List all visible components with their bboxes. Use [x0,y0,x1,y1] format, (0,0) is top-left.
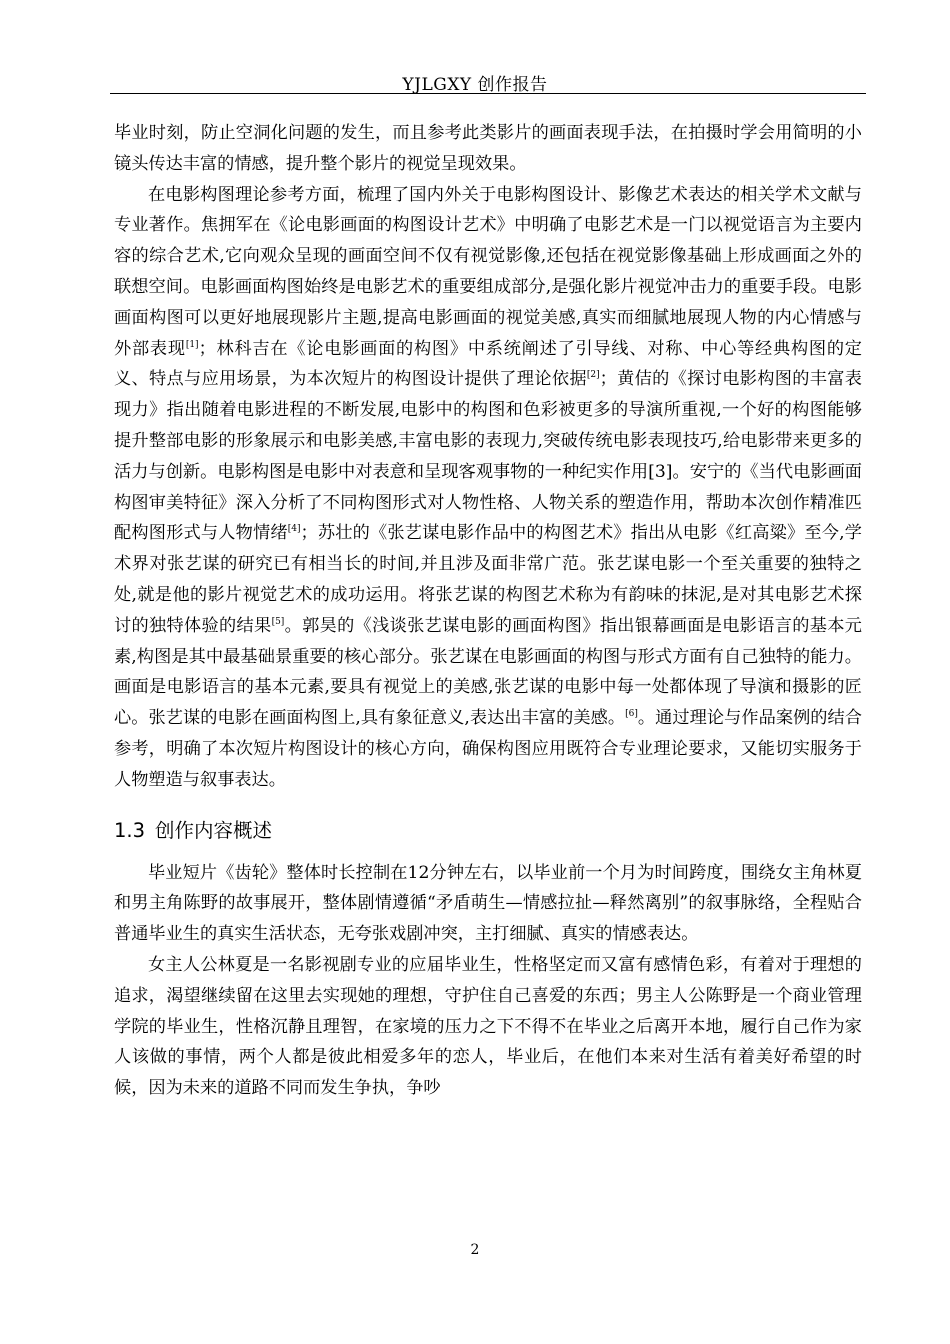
document-body [114,118,862,1104]
citation-5: [5] [271,616,285,627]
paragraph-2-text-c: ；黄佶的《探讨电影构图的丰富表现力》指出随着电影进程的不断发展,电影中的构图和色彩被更多的导演所重视,一个好的构图能够提升整部电影的形象展示和电影美感,丰富电影的表现力,突破传统电影表现技巧,给电影带来更多的活力与创新。电影构图是电影中对表意和呈现客观事物的一种纪实作用[3]。安宁的《当代电影画面构图审美特征》深入分析了不同构图形式对人物性格、人物关系的塑造作用，帮助本次创作精准匹配构图形式与人物情绪 [114,369,862,544]
citation-4: [4] [287,524,301,535]
citation-2: [2] [586,370,600,381]
paragraph-4: 女主人公林夏是一名影视剧专业的应届毕业生，性格坚定而又富有感情色彩，有着对于理想的追求，渴望继续留在这里去实现她的理想，守护住自己喜爱的东西；男主人公陈野是一个商业管理学院的毕业生，性格沉静且理智，在家境的压力之下不得不在毕业之后离开本地，履行自己作为家人该做的事情，两个人都是彼此相爱多年的恋人，毕业后，在他们本来对生活有着美好希望的时候，因为未来的道路不同而发生争执，争吵 [114,954,862,1099]
paragraph-2-text-d: ；苏壮的《张艺谋电影作品中的构图艺术》指出从电影《红高粱》至今,学术界对张艺谋的研究已有相当长的时间,并且涉及面非常广范。张艺谋电影一个至关重要的独特之处,就是他的影片视觉艺术的成功运用。将张艺谋的构图艺术称为有韵味的抹泥,是对其电影艺术探讨的独特体验的结果 [114,523,862,636]
section-number: 1.3 [114,818,146,842]
paragraph-3: 毕业短片《齿轮》整体时长控制在12分钟左右，以毕业前一个月为时间跨度，围绕女主角林夏和男主角陈野的故事展开，整体剧情遵循“矛盾萌生—情感拉扯—释然离别”的叙事脉络，全程贴合普通毕业生的真实生活状态，无夸张戏剧冲突，主打细腻、真实的情感表达。 [114,862,862,945]
citation-6: [6] [625,709,638,720]
section-heading [114,816,862,846]
page-number: 2 [470,1242,480,1258]
paragraph-2 [114,180,862,796]
page-header-title: YJLGXY 创作报告 [402,75,548,95]
paragraph-2-text-b: ；林科吉在《论电影画面的构图》中系统阐述了引导线、对称、中心等经典构图的定义、特点与应用场景，为本次短片的构图设计提供了理论依据 [114,338,862,390]
paragraph-1: 毕业时刻，防止空洞化问题的发生，而且参考此类影片的画面表现手法，在拍摄时学会用简明的小镜头传达丰富的情感，提升整个影片的视觉呈现效果。 [114,123,862,174]
section-title: 创作内容概述 [155,818,273,842]
header-divider [110,93,866,94]
paragraph-2-text-a: 在电影构图理论参考方面，梳理了国内外关于电影构图设计、影像艺术表达的相关学术文献与专业著作。焦拥军在《论电影画面的构图设计艺术》中明确了电影艺术是一门以视觉语言为主要内容的综合艺术,它向观众呈现的画面空间不仅有视觉影像,还包括在视觉影像基础上形成画面之外的联想空间。电影画面构图始终是电影艺术的重要组成部分,是强化影片视觉冲击力的重要手段。电影画面构图可以更好地展现影片主题,提高电影画面的视觉美感,真实而细腻地展现人物的内心情感与外部表现 [114,184,862,359]
paragraph-2-text-e: 。郭昊的《浅谈张艺谋电影的画面构图》指出银幕画面是电影语言的基本元素,构图是其中最基础景重要的核心部分。张艺谋在电影画面的构图与形式方面有自己独特的能力。画面是电影语言的基本元素,要具有视觉上的美感,张艺谋的电影中每一处都体现了导演和摄影的匠心。张艺谋的电影在画面构图上,具有象征意义,表达出丰富的美感。 [114,615,862,729]
citation-1: [1] [185,339,199,350]
paragraph-2-text-f: 。通过理论与作品案例的结合参考，明确了本次短片构图设计的核心方向，确保构图应用既符合专业理论要求，又能切实服务于人物塑造与叙事表达。 [114,708,862,790]
